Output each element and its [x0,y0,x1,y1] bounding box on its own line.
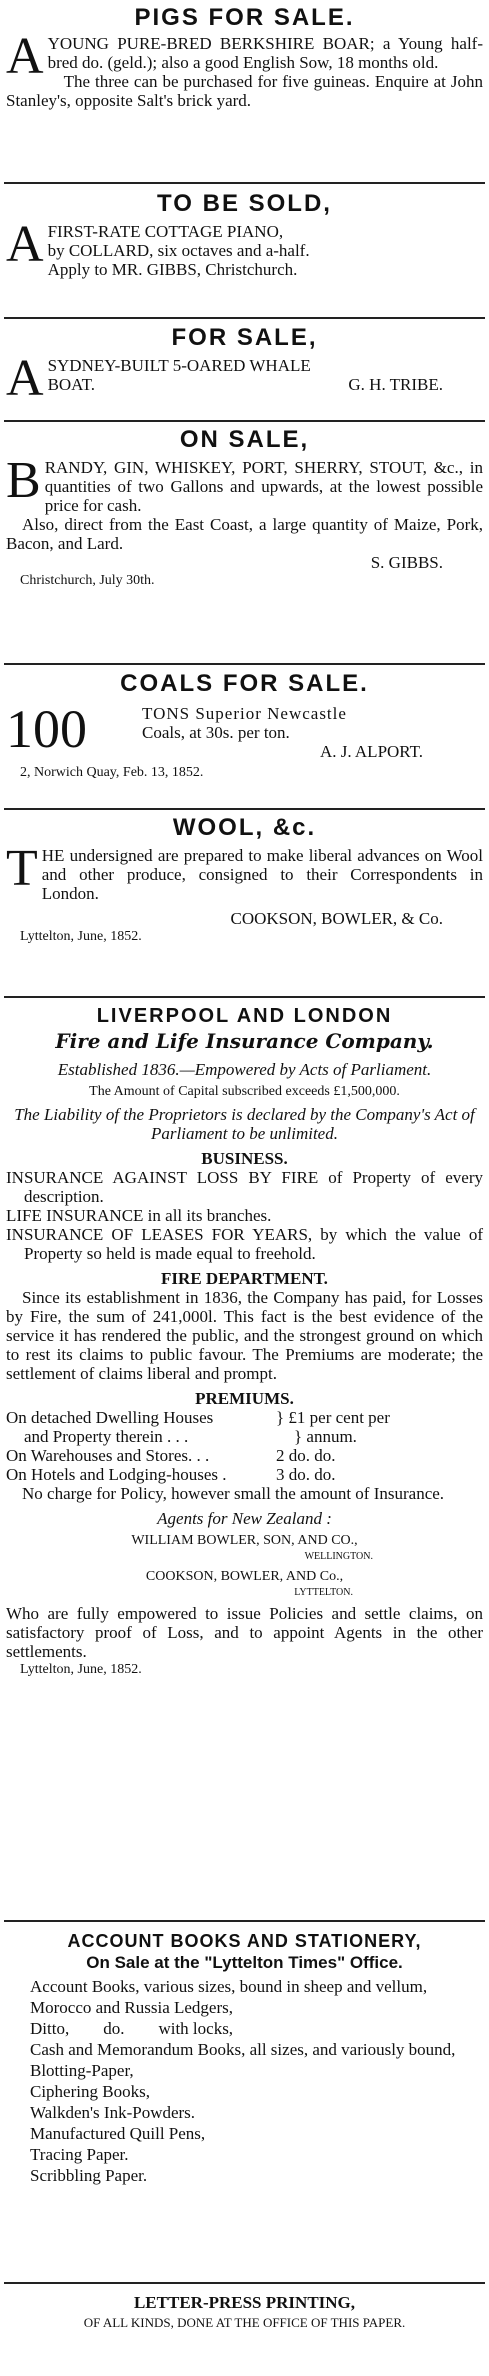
ad-lead: RANDY, GIN, WHISKEY, PORT, SHERRY, STOUT, &c., in quantities of two Gallons and upwards, at the lowest possible price for cash. [44,458,483,515]
ad-body: Also, direct from the East Coast, a large quantity of Maize, Pork, Bacon, and Lard. [6,515,483,553]
ad-dateline: Lyttelton, June, 1852. [20,929,142,944]
ad-heading: WOOL, &c. [172,814,317,841]
business-item: INSURANCE AGAINST LOSS BY FIRE of Property of every description. [6,1168,483,1206]
list-item: Manufactured Quill Pens, [30,2124,206,2143]
ad-heading: LIVERPOOL AND LONDON [96,1005,393,1027]
ad-stationery [6,1930,483,2186]
ad-insurance [6,1004,483,1679]
ad-boat [6,324,483,407]
no-charge: No charge for Policy, however small the amount of Insurance. [22,1484,445,1503]
list-item: Blotting-Paper, [30,2061,134,2080]
divider [4,663,485,665]
ad-dateline: Christchurch, July 30th. [20,573,155,588]
ad-signature: A. J. ALPORT. [319,742,423,761]
business-item: LIFE INSURANCE in all its branches. [6,1206,272,1225]
ad-line: Apply to MR. GIBBS, Christchurch. [47,260,298,279]
list-item: Account Books, various sizes, bound in sheep and vellum, [30,1977,428,1996]
agents-heading: Agents for New Zealand : [157,1509,332,1528]
ad-heading: TO BE SOLD, [157,190,332,217]
ad-lead: HE undersigned are prepared to make liberal advances on Wool and other produce, consigned to their Correspondents in London. [41,846,483,903]
list-item: Morocco and Russia Ledgers, [30,1998,234,2017]
ad-line: SYDNEY-BUILT 5-OARED WHALE [47,356,311,375]
drop-cap: A [6,28,44,85]
capital: The Amount of Capital subscribed exceeds £1,500,000. [89,1084,400,1099]
agent-name: WILLIAM BOWLER, SON, AND CO., [131,1533,358,1548]
list-item: Walkden's Ink-Powders. [30,2103,196,2122]
agents-text: Who are fully empowered to issue Policies and settle claims, on satisfactory proof of Loss, and to appoint Agents in the other settlements. [6,1604,483,1661]
ad-line: Coals, at 30s. per ton. [142,723,290,742]
ad-body: OF ALL KINDS, DONE AT THE OFFICE OF THIS PAPER. [83,2315,406,2330]
ad-heading: FOR SALE, [171,324,318,351]
ad-subheading: On Sale at the "Lyttelton Times" Office. [86,1953,403,1972]
list-item: Ciphering Books, [30,2082,150,2101]
ad-signature: COOKSON, BOWLER, & Co. [230,909,443,928]
divider [4,2282,485,2284]
ad-dateline: 2, Norwich Quay, Feb. 13, 1852. [20,765,204,780]
drop-cap: T [6,840,38,897]
big-number: 100 [6,699,87,759]
list-item: Ditto, do. with locks, [30,2019,234,2038]
ad-piano [6,190,483,279]
divider [4,808,485,810]
liability: The Liability of the Proprietors is declared by the Company's Act of Parliament to be unlimited. [14,1105,475,1143]
section-heading: FIRE DEPARTMENT. [161,1269,328,1288]
drop-cap: A [6,350,44,407]
list-item: Tracing Paper. [30,2145,129,2164]
ad-heading: COALS FOR SALE. [120,670,369,697]
ad-coals [6,670,483,786]
ad-wool [6,814,483,946]
divider [4,1920,485,1922]
premium-row: On detached Dwelling Houses } £1 per cent per [6,1408,390,1427]
ad-signature: G. H. TRIBE. [348,375,443,394]
company-name: Fire and Life Insurance Company. [55,1029,434,1053]
ad-body: The three can be purchased for five guineas. Enquire at John Stanley's, opposite Salt's brick yard. [6,72,483,110]
drop-cap: A [6,216,44,273]
ad-lead: YOUNG PURE-BRED BERKSHIRE BOAR; a Young half-bred do. (geld.); also a good English Sow, 18 months old. [47,34,483,72]
fire-text: Since its establishment in 1836, the Company has paid, for Losses by Fire, the sum of 241,000l. This fact is the best evidence of the service it has rendered the public, and the strongest ground on which to rest its claims to public favour. The Premiums are moderate; the settlement of claims liberal and prompt. [6,1288,483,1383]
ad-spirits [6,426,483,590]
divider [4,182,485,184]
drop-cap: B [6,452,41,509]
divider [4,420,485,422]
ad-dateline: Lyttelton, June, 1852. [20,1662,142,1677]
list-item: Cash and Memorandum Books, all sizes, and variously bound, [30,2040,456,2059]
premium-row: On Hotels and Lodging-houses . 3 do. do. [6,1465,336,1484]
premium-row: On Warehouses and Stores. . . 2 do. do. [6,1446,336,1465]
ad-line: FIRST-RATE COTTAGE PIANO, [47,222,284,241]
ad-heading: ON SALE, [179,426,310,453]
agent-name: COOKSON, BOWLER, AND Co., [145,1569,344,1584]
section-heading: PREMIUMS. [195,1389,294,1408]
ad-pigs [6,4,483,110]
agent-place: LYTTELTON. [294,1587,353,1598]
divider [4,996,485,998]
agent-place: WELLINGTON. [304,1551,373,1562]
established: Established 1836.—Empowered by Acts of Parliament. [57,1060,432,1079]
ad-signature: S. GIBBS. [370,553,443,572]
ad-line: BOAT. [47,375,95,394]
premium-row: and Property therein . . . } annum. [24,1427,357,1446]
divider [4,317,485,319]
ad-printing [6,2292,483,2332]
ad-line: by COLLARD, six octaves and a-half. [47,241,310,260]
ad-line: TONS Superior Newcastle [142,704,347,723]
section-heading: BUSINESS. [201,1149,288,1168]
ad-heading: ACCOUNT BOOKS AND STATIONERY, [67,1931,422,1951]
business-item: INSURANCE OF LEASES FOR YEARS, by which the value of Property so held is made equal to freehold. [6,1225,483,1263]
ad-heading: LETTER-PRESS PRINTING, [133,2293,356,2312]
ad-heading: PIGS FOR SALE. [134,4,355,31]
list-item: Scribbling Paper. [30,2166,148,2185]
